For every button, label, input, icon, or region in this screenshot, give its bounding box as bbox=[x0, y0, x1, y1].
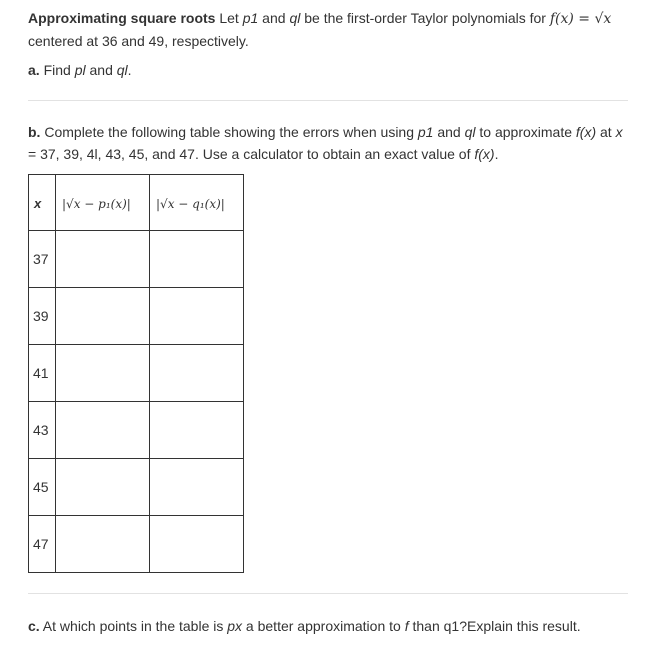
p1-error-cell[interactable] bbox=[56, 288, 150, 345]
q1-error-cell[interactable] bbox=[150, 459, 244, 516]
q1-error-cell[interactable] bbox=[150, 402, 244, 459]
table-header-row bbox=[29, 175, 244, 231]
table-row bbox=[29, 459, 244, 516]
header-x: x bbox=[29, 175, 56, 231]
p1-error-cell[interactable] bbox=[56, 402, 150, 459]
x-value-cell: 45 bbox=[29, 459, 56, 516]
intro-paragraph: Approximating square roots Let p1 and ql be the first-order Taylor polynomials for f(x) = √x centered at 36 and 49, respectively. bbox=[28, 10, 612, 49]
part-a: a. Find pl and ql. bbox=[28, 62, 132, 78]
p1-error-cell[interactable] bbox=[56, 345, 150, 402]
error-table bbox=[28, 174, 244, 573]
q1-error-cell[interactable] bbox=[150, 345, 244, 402]
problem-title: Approximating square roots bbox=[28, 10, 216, 26]
table-row bbox=[29, 288, 244, 345]
header-q1-error: |√x − q₁(x)| bbox=[150, 175, 244, 231]
q1-error-cell[interactable] bbox=[150, 288, 244, 345]
table-row bbox=[29, 516, 244, 573]
p1-error-cell[interactable] bbox=[56, 459, 150, 516]
table-row bbox=[29, 231, 244, 288]
function-formula: f(x) = √x bbox=[549, 11, 612, 27]
header-p1-error: |√x − p₁(x)| bbox=[56, 175, 150, 231]
divider bbox=[28, 593, 628, 594]
x-value-cell: 41 bbox=[29, 345, 56, 402]
q1-error-cell[interactable] bbox=[150, 231, 244, 288]
q1-error-cell[interactable] bbox=[150, 516, 244, 573]
divider bbox=[28, 100, 628, 101]
x-value-cell: 47 bbox=[29, 516, 56, 573]
p1-error-cell[interactable] bbox=[56, 231, 150, 288]
part-b: b. Complete the following table showing the errors when using p1 and ql to approximate f(x) at x = 37, 39, 4l, 43, 45, and 47. Use a calculator to obtain an exact value of f(x). bbox=[28, 124, 623, 162]
table-row bbox=[29, 345, 244, 402]
x-value-cell: 39 bbox=[29, 288, 56, 345]
x-value-cell: 43 bbox=[29, 402, 56, 459]
table-row bbox=[29, 402, 244, 459]
p1-error-cell[interactable] bbox=[56, 516, 150, 573]
x-value-cell: 37 bbox=[29, 231, 56, 288]
part-c: c. At which points in the table is px a better approximation to f than q1?Explain this result. bbox=[28, 618, 581, 634]
